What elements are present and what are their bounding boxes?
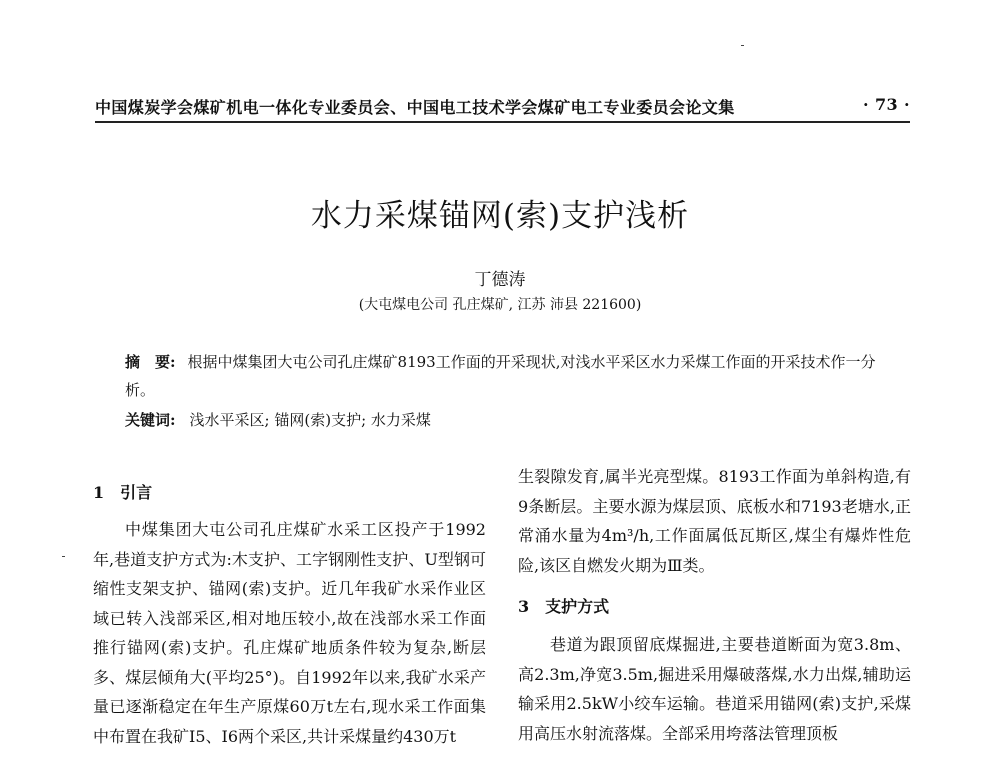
- keywords-text: 浅水平采区; 锚网(索)支护; 水力采煤: [189, 411, 431, 429]
- header-rule: [95, 121, 910, 123]
- abstract-label: 摘 要:: [125, 353, 176, 371]
- running-header: [95, 95, 910, 118]
- right-paragraph-continued: 生裂隙发育,属半光亮型煤。8193工作面为单斜构造,有9条断层。主要水源为煤层顶、底板水和7193老塘水,正常涌水量为4m³/h,工作面属低瓦斯区,煤尘有爆炸性危险,该区自燃发火期为Ⅲ类。: [518, 467, 911, 575]
- keywords-label: 关键词:: [125, 411, 176, 429]
- abstract: [125, 348, 885, 404]
- author: 丁德涛: [474, 270, 526, 290]
- paper-title: 水力采煤锚网(索)支护浅析: [310, 198, 690, 234]
- right-column-bottom: [518, 630, 911, 748]
- left-column: [93, 515, 486, 751]
- section-3-heading: 3 支护方式: [518, 597, 610, 616]
- section-3-paragraph: 巷道为跟顶留底煤掘进,主要巷道断面为宽3.8m、高2.3m,净宽3.5m,掘进采用爆破落煤,水力出煤,辅助运输采用2.5kW小绞车运输。巷道采用锚网(索)支护,采煤用高压水射流落煤。全部采用垮落法管理顶板: [518, 635, 911, 743]
- page-number: · 73 ·: [863, 95, 910, 114]
- section-1-paragraph: 中煤集团大屯公司孔庄煤矿水采工区投产于1992年,巷道支护方式为:木支护、工字钢刚性支护、U型钢可缩性支架支护、锚网(索)支护。近几年我矿水采作业区域已转入浅部采区,相对地压较小,故在浅部水采工作面推行锚网(索)支护。孔庄煤矿地质条件较为复杂,断层多、煤层倾角大(平均25°)。自1992年以来,我矿水采产量已逐渐稳定在年生产原煤60万t左右,现水采工作面集中布置在我矿Ⅰ5、Ⅰ6两个采区,共计采煤量约430万t: [93, 520, 486, 746]
- abstract-text: 根据中煤集团大屯公司孔庄煤矿8193工作面的开采现状,对浅水平采区水力采煤工作面的开采技术作一分析。: [125, 353, 876, 399]
- section-1-heading: 1 引言: [93, 483, 153, 502]
- keywords: [125, 406, 885, 434]
- running-title: 中国煤炭学会煤矿机电一体化专业委员会、中国电工技术学会煤矿电工专业委员会论文集: [95, 98, 735, 117]
- affiliation: (大屯煤电公司 孔庄煤矿, 江苏 沛县 221600): [358, 297, 642, 313]
- scan-speck: [741, 45, 744, 46]
- scan-speck: [62, 556, 65, 557]
- right-column-top: [518, 462, 911, 580]
